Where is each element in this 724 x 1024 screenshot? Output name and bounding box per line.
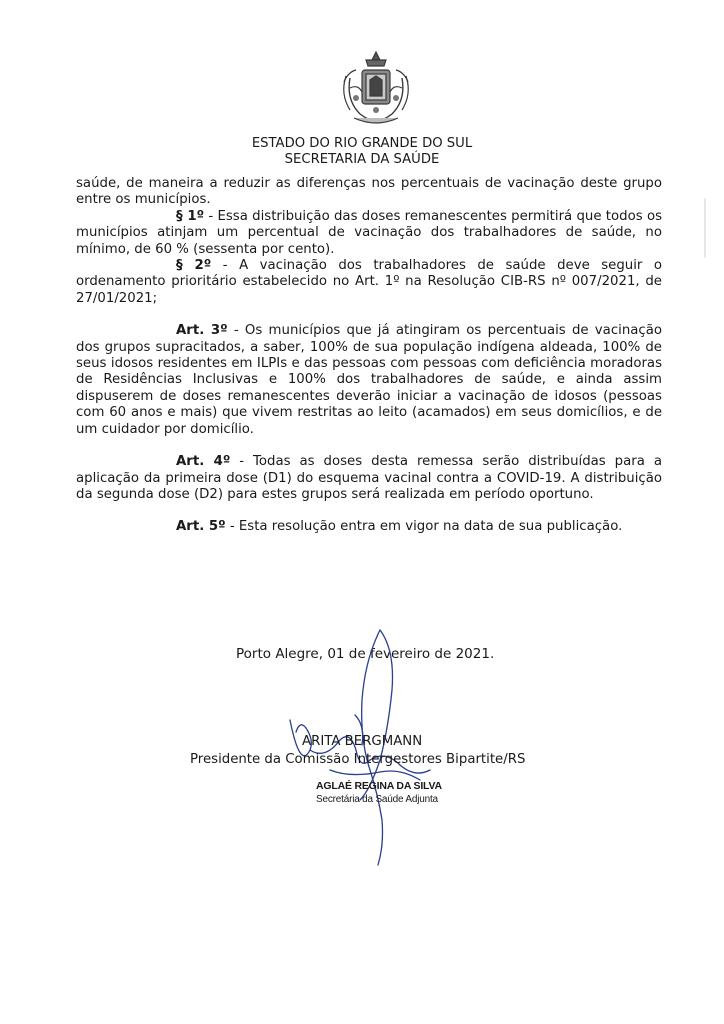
article-5	[76, 519, 662, 535]
header-state-name: ESTADO DO RIO GRANDE DO SUL	[251, 136, 473, 151]
place-date: Porto Alegre, 01 de fevereiro de 2021.	[236, 646, 495, 662]
paragraph-2	[76, 258, 662, 307]
state-coat-of-arms-icon	[336, 48, 416, 130]
article-4-label: Art. 4º	[176, 454, 231, 470]
signer-name: ARITA BERGMANN	[302, 734, 423, 749]
article-4	[76, 454, 662, 503]
continued-paragraph: saúde, de maneira a reduzir as diferenças nos percentuais de vacinação deste grupo entre os municípios.	[76, 176, 662, 208]
stamp-role: Secretária da Saúde Adjunta	[316, 794, 438, 805]
paragraph-1-label: § 1º	[176, 208, 205, 224]
article-3-text: - Os municípios que já atingiram os percentuais de vacinação dos grupos supracitados, a saber, 100% de sua população indígena aldeada, 100% de seus idosos residentes em ILPIs e das pessoas com pessoas com deficiência moradoras de Residências Inclusivas e 100% dos trabalhadores de saúde, e ainda assim dispuserem de doses remanescentes deverão iniciar a vacinação de idosos (pessoas com 60 anos e mais) que vivem restritas ao leito (acamados) em seus domicílios, e de um cuidador por domicílio.	[76, 323, 662, 437]
article-5-label: Art. 5º	[176, 519, 226, 535]
paragraph-1-text: - Essa distribuição das doses remanescentes permitirá que todos os municípios atinjam um percentual de vacinação dos trabalhadores de saúde, no mínimo, de 60 % (sessenta por cento).	[76, 208, 663, 257]
article-4-text: - Todas as doses desta remessa serão distribuídas para a aplicação da primeira dose (D1) do esquema vacinal contra a COVID-19. A distribuição da segunda dose (D2) para estes grupos será realizada em período oportuno.	[76, 454, 662, 502]
header-department: SECRETARIA DA SAÚDE	[284, 152, 440, 167]
article-3-label: Art. 3º	[176, 323, 228, 339]
article-3	[76, 323, 662, 438]
paragraph-2-label: § 2º	[176, 258, 212, 274]
article-5-text: - Esta resolução entra em vigor na data de sua publicação.	[225, 519, 623, 535]
stamp-name: AGLAÉ REGINA DA SILVA	[316, 780, 442, 792]
document-body	[76, 176, 662, 536]
signer-role: Presidente da Comissão Intergestores Bipartite/RS	[190, 752, 526, 767]
paragraph-1	[76, 209, 662, 258]
scan-margin-mark	[704, 198, 706, 258]
paragraph-2-text: - A vacinação dos trabalhadores de saúde deve seguir o ordenamento prioritário estabelecido no Art. 1º na Resolução CIB-RS nº 007/2021, de 27/01/2021;	[76, 258, 663, 306]
